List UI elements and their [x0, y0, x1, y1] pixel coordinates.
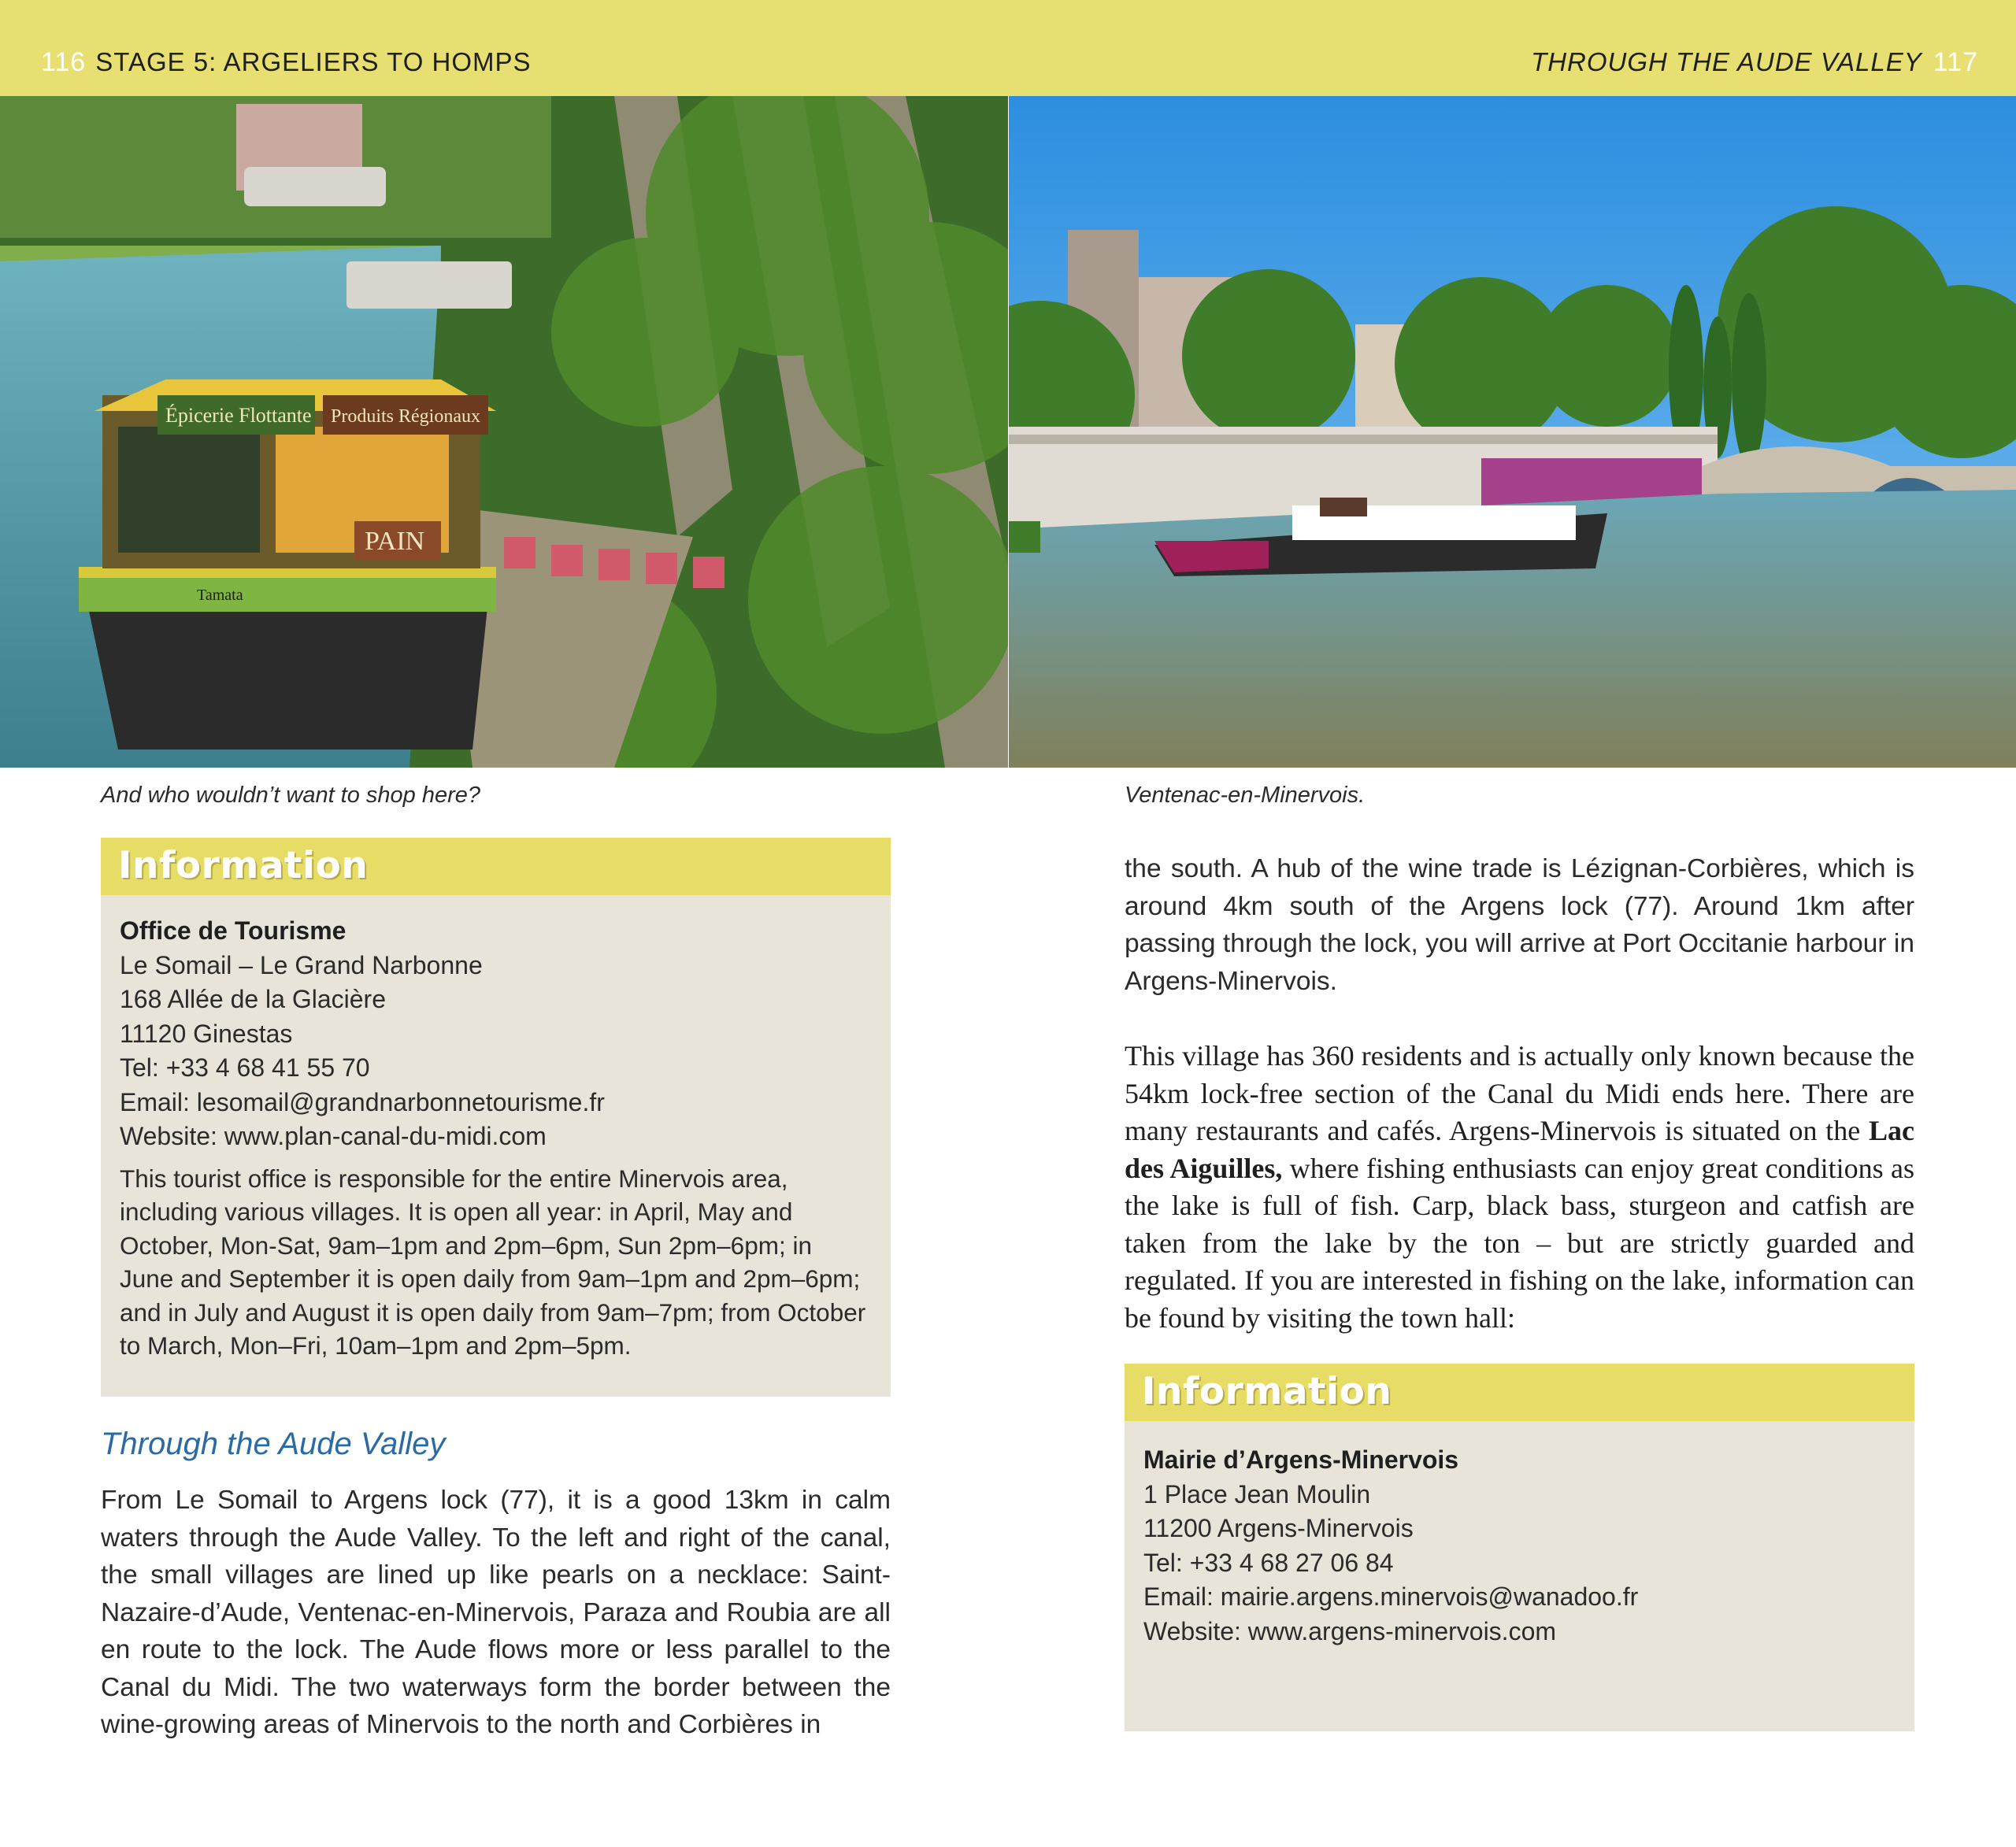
village-paragraph: [1125, 1038, 1914, 1337]
information-box-header: [1125, 1364, 1914, 1421]
office-address-line: 11120 Ginestas: [120, 1019, 293, 1048]
town-hall-email: Email: mairie.argens.minervois@wanadoo.fr: [1143, 1582, 1639, 1611]
boat-sign-epicerie: Épicerie Flottante: [165, 404, 312, 427]
office-description: This tourist office is responsible for the entire Minervois area, including various villages. It is open all year: in April, May and October, Mon-Sat, 9am–1pm and 2pm–6pm, Sun 2pm–6pm; in June and September it is open daily from 9am–1pm and 2pm–6pm; and in July and August it is open daily from 9am–7pm; from October to March, Mon–Fri, 10am–1pm and 2pm–5pm.: [120, 1164, 866, 1360]
information-box-body: [1125, 1421, 1914, 1649]
office-name: Office de Tourisme: [120, 916, 346, 945]
information-box-header: [101, 838, 891, 895]
information-box-tourism-office: [101, 838, 891, 1397]
office-phone: Tel: +33 4 68 41 55 70: [120, 1053, 370, 1082]
caption-left: And who wouldn’t want to shop here?: [101, 783, 481, 808]
right-running-title: THROUGH THE AUDE VALLEY: [1531, 47, 1922, 76]
section-body-text: From Le Somail to Argens lock (77), it is a good 13km in calm waters through the Aude Valley. To the left and right of the canal, the small villages are lined up like pearls on a necklace: Saint-Nazaire-d’Aude, Ventenac-en-Minervois, Paraza and Roubia are all en route to the lock. The Aude flows more or less parallel to the Canal du Midi. The two waterways form the border between the wine-growing areas of Minervois to the north and Corbières in: [101, 1486, 891, 1739]
boat-sign-produits: Produits Régionaux: [331, 406, 480, 427]
office-email: Email: lesomail@grandnarbonnetourisme.fr: [120, 1087, 605, 1116]
header-right: [1531, 47, 1978, 78]
lake-name: Lac des Aiguilles,: [1125, 1115, 1914, 1184]
town-hall-website: Website: www.argens-minervois.com: [1143, 1616, 1557, 1645]
town-hall-phone: Tel: +33 4 68 27 06 84: [1143, 1548, 1394, 1577]
photo-ventenac-en-minervois: [1009, 96, 2016, 768]
village-text-part-1: This village has 360 residents and is actually only known because the 54km lock-free section of the Canal du Midi ends here. There are many restaurants and cafés. Argens-Minervois is situated on the: [1125, 1040, 1914, 1146]
town-hall-name: Mairie d’Argens-Minervois: [1143, 1445, 1459, 1474]
header-left: [41, 47, 532, 78]
running-header: [0, 0, 2016, 96]
town-hall-address-line: 11200 Argens-Minervois: [1143, 1514, 1414, 1542]
canal-boat-illustration: [0, 96, 1008, 768]
boat-name-label: Tamata: [197, 587, 243, 604]
left-running-title: STAGE 5: ARGELIERS TO HOMPS: [95, 47, 532, 76]
section-heading: Through the Aude Valley: [101, 1427, 446, 1461]
village-text-part-2: where fishing enthusiasts can enjoy great conditions as the lake is full of fish. Carp, black bass, sturgeon and catfish are taken from the lake by the ton – but are strictly guarded and regulated. If you are interested in fishing on the lake, information can be found by visiting the town hall:: [1125, 1152, 1914, 1334]
town-hall-address-line: 1 Place Jean Moulin: [1143, 1479, 1371, 1508]
office-website: Website: www.plan-canal-du-midi.com: [120, 1122, 547, 1150]
information-box-town-hall: [1125, 1364, 1914, 1731]
office-address-line: Le Somail – Le Grand Narbonne: [120, 950, 483, 979]
information-box-title: Information: [118, 844, 369, 887]
continuation-paragraph: the south. A hub of the wine trade is Lézignan-Corbières, which is around 4km south of the Argens lock (77). Around 1km after passing through the lock, you will arrive at Port Occitanie harbour in Argens-Minervois.: [1125, 854, 1914, 996]
information-box-title: Information: [1142, 1370, 1392, 1413]
caption-right: Ventenac-en-Minervois.: [1125, 783, 1366, 808]
ventenac-village-illustration: [1009, 96, 2016, 768]
boat-sign-pain: PAIN: [365, 527, 425, 556]
information-box-body: [101, 895, 891, 1363]
right-page-number: 117: [1933, 47, 1978, 77]
office-address-line: 168 Allée de la Glacière: [120, 985, 386, 1013]
photo-floating-grocery-boat: [0, 96, 1008, 768]
left-page-number: 116: [41, 47, 87, 77]
